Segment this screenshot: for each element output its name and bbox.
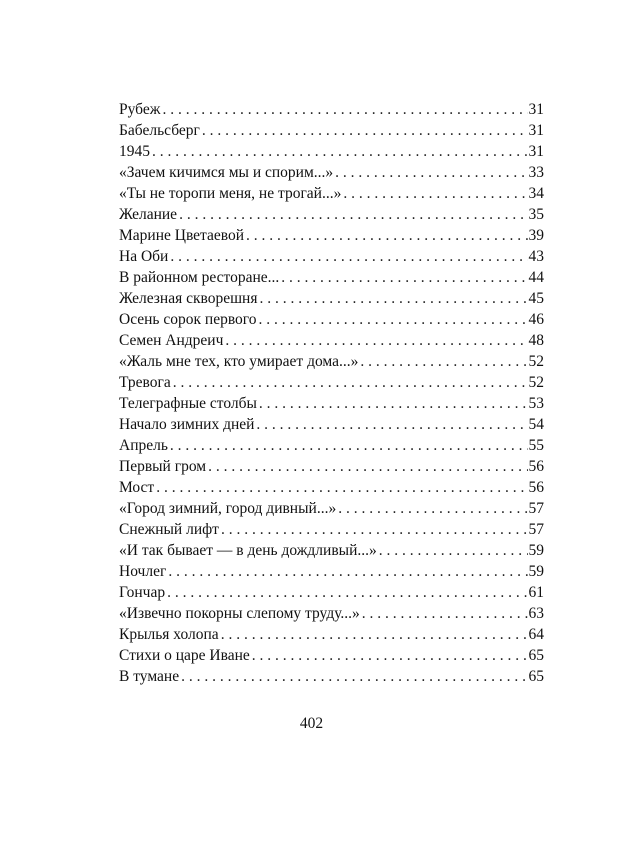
toc-entry (119, 225, 544, 246)
toc-entry-page: 65 (528, 668, 544, 685)
toc-entry (119, 477, 544, 498)
toc-entry-title: Семен Андреич (119, 332, 224, 349)
toc-entry-page: 59 (528, 542, 544, 559)
toc-entry (119, 162, 544, 183)
toc-entry-page: 61 (528, 584, 544, 601)
toc-entry-page: 54 (528, 416, 544, 433)
toc-entry (119, 498, 544, 519)
toc-entry (119, 435, 544, 456)
toc-leader-dots (179, 204, 527, 225)
table-of-contents (119, 99, 544, 687)
toc-entry-page: 44 (528, 269, 544, 286)
toc-leader-dots (152, 141, 528, 162)
toc-leader-dots (225, 330, 527, 351)
toc-entry-title: «Жаль мне тех, кто умирает дома...» (119, 353, 359, 370)
toc-entry (119, 519, 544, 540)
toc-entry-title: Осень сорок первого (119, 311, 257, 328)
toc-entry-title: Первый гром (119, 458, 207, 475)
toc-entry-title: Гончар (119, 584, 166, 601)
toc-leader-dots (360, 351, 527, 372)
page-number: 402 (299, 715, 324, 732)
toc-entry-page: 52 (528, 353, 544, 370)
toc-entry (119, 414, 544, 435)
toc-leader-dots (246, 225, 527, 246)
toc-entry-page: 43 (528, 248, 544, 265)
toc-leader-dots (181, 666, 527, 687)
toc-entry-title: Мост (119, 479, 155, 496)
toc-entry-title: Апрель (119, 437, 168, 454)
toc-entry (119, 603, 544, 624)
toc-leader-dots (379, 540, 528, 561)
toc-leader-dots (256, 414, 527, 435)
toc-entry (119, 393, 544, 414)
toc-entry (119, 351, 544, 372)
toc-entry (119, 330, 544, 351)
toc-leader-dots (259, 309, 528, 330)
toc-entry-title: Начало зимних дней (119, 416, 255, 433)
toc-entry-title: «Зачем кичимся мы и спорим...» (119, 164, 334, 181)
toc-leader-dots (162, 99, 527, 120)
toc-entry-title: «И так бывает — в день дождливый...» (119, 542, 377, 559)
toc-entry-page: 33 (528, 164, 544, 181)
toc-leader-dots (221, 624, 528, 645)
toc-leader-dots (362, 603, 528, 624)
toc-entry (119, 99, 544, 120)
toc-entry-title: Бабельсберг (119, 122, 200, 139)
toc-entry (119, 183, 544, 204)
toc-entry-title: Снежный лифт (119, 521, 219, 538)
toc-leader-dots (156, 477, 527, 498)
toc-entry-title: Марине Цветаевой (119, 227, 245, 244)
toc-leader-dots (338, 498, 527, 519)
toc-entry-page: 31 (528, 101, 544, 118)
toc-leader-dots (221, 519, 528, 540)
toc-entry (119, 666, 544, 687)
toc-entry-title: Железная скворешня (119, 290, 258, 307)
toc-entry-title: Рубеж (119, 101, 161, 118)
toc-entry (119, 246, 544, 267)
toc-leader-dots (170, 435, 528, 456)
toc-entry-page: 63 (528, 605, 544, 622)
toc-entry (119, 540, 544, 561)
toc-entry (119, 120, 544, 141)
toc-entry (119, 204, 544, 225)
toc-leader-dots (167, 582, 527, 603)
toc-leader-dots (168, 561, 527, 582)
toc-entry (119, 456, 544, 477)
toc-entry-title: 1945 (119, 143, 150, 160)
toc-entry (119, 561, 544, 582)
toc-entry-title: Тревога (119, 374, 171, 391)
toc-entry (119, 582, 544, 603)
toc-entry-title: На Оби (119, 248, 169, 265)
toc-entry-page: 34 (528, 185, 544, 202)
toc-entry-title: В тумане (119, 668, 180, 685)
toc-entry-title: Стихи о царе Иване (119, 647, 250, 664)
toc-entry-page: 59 (528, 563, 544, 580)
toc-entry (119, 372, 544, 393)
toc-entry-title: «Извечно покорны слепому труду...» (119, 605, 360, 622)
toc-entry-page: 55 (528, 437, 544, 454)
toc-leader-dots (259, 393, 528, 414)
toc-entry-title: Телеграфные столбы (119, 395, 257, 412)
toc-entry-page: 52 (528, 374, 544, 391)
toc-leader-dots (208, 456, 527, 477)
toc-entry-page: 53 (528, 395, 544, 412)
toc-entry-page: 57 (528, 500, 544, 517)
toc-leader-dots (170, 246, 527, 267)
toc-entry-page: 57 (528, 521, 544, 538)
toc-entry-page: 45 (528, 290, 544, 307)
toc-leader-dots (259, 288, 527, 309)
toc-entry-title: «Город зимний, город дивный...» (119, 500, 337, 517)
toc-entry-title: «Ты не торопи меня, не трогай...» (119, 185, 342, 202)
toc-entry-page: 56 (528, 458, 544, 475)
toc-entry-page: 35 (528, 206, 544, 223)
toc-entry-page: 65 (528, 647, 544, 664)
toc-leader-dots (343, 183, 527, 204)
toc-entry-title: В районном ресторане... (119, 269, 280, 286)
toc-entry (119, 267, 544, 288)
toc-leader-dots (252, 645, 528, 666)
toc-entry-page: 46 (528, 311, 544, 328)
toc-entry-title: Крылья холопа (119, 626, 219, 643)
toc-entry-page: 31 (528, 143, 544, 160)
toc-entry-title: Желание (119, 206, 178, 223)
toc-entry (119, 624, 544, 645)
toc-entry (119, 288, 544, 309)
toc-leader-dots (173, 372, 528, 393)
toc-leader-dots (202, 120, 528, 141)
toc-entry (119, 645, 544, 666)
toc-leader-dots (335, 162, 527, 183)
toc-entry (119, 141, 544, 162)
toc-entry-page: 48 (528, 332, 544, 349)
toc-entry-page: 56 (528, 479, 544, 496)
toc-entry-title: Ночлег (119, 563, 167, 580)
toc-entry-page: 64 (528, 626, 544, 643)
toc-leader-dots (281, 267, 527, 288)
toc-entry-page: 39 (528, 227, 544, 244)
toc-entry (119, 309, 544, 330)
toc-entry-page: 31 (528, 122, 544, 139)
